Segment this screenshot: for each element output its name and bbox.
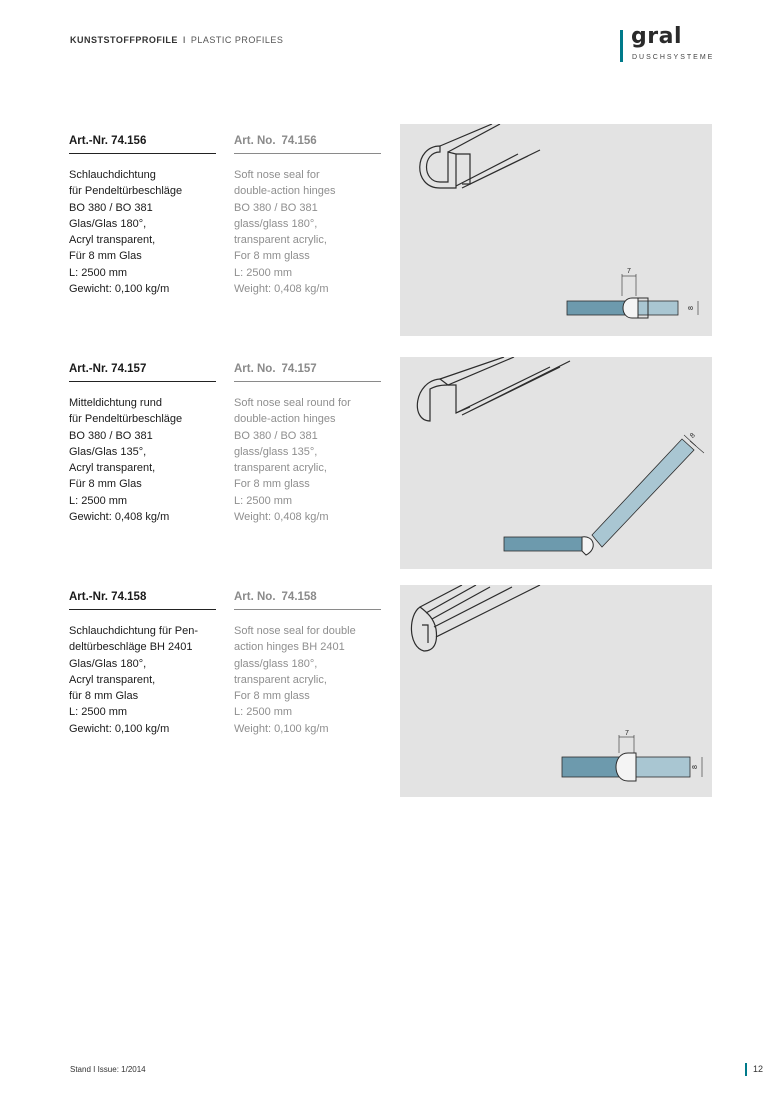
section-detail	[504, 432, 704, 555]
description-line: For 8 mm glass	[234, 690, 310, 703]
product-text-en	[234, 363, 381, 525]
description-line: deltürbeschläge BH 2401	[69, 641, 193, 654]
description-line: L: 2500 mm	[69, 706, 128, 719]
section-detail	[562, 730, 702, 781]
description-line: For 8 mm glass	[234, 250, 310, 263]
page-accent-bar	[745, 1063, 747, 1076]
description-line: BO 380 / BO 381	[234, 201, 318, 214]
description-line: Acryl transparent,	[69, 462, 156, 475]
description-line: BO 380 / BO 381	[234, 429, 318, 442]
description-line: double-action hinges	[234, 413, 336, 426]
description-line: For 8 mm glass	[234, 478, 310, 491]
article-num-en: 74.158	[281, 591, 317, 603]
description-line: action hinges BH 2401	[234, 641, 345, 654]
description-line: L: 2500 mm	[234, 266, 293, 279]
category-de: KUNSTSTOFFPROFILE	[70, 35, 178, 45]
article-label-en: Art. No.	[234, 591, 276, 603]
article-label-en: Art. No.	[234, 135, 276, 147]
seal-drawing	[400, 357, 712, 569]
description-line: Gewicht: 0,100 kg/m	[69, 283, 170, 296]
dimension-thickness: 8	[689, 432, 697, 440]
description-de	[69, 623, 216, 737]
seal-drawing	[400, 585, 712, 797]
article-number-en	[234, 591, 381, 610]
issue-date: Stand I Issue: 1/2014	[70, 1065, 146, 1074]
logo-accent-bar	[620, 30, 623, 62]
section-detail	[567, 268, 698, 318]
description-line: Mitteldichtung rund	[69, 397, 162, 409]
description-line: L: 2500 mm	[69, 494, 128, 507]
description-line: Soft nose seal for	[234, 169, 320, 181]
description-line: L: 2500 mm	[234, 494, 293, 507]
description-line: Soft nose seal round for	[234, 397, 351, 409]
description-line: Weight: 0,408 kg/m	[234, 511, 329, 524]
description-line: transparent acrylic,	[234, 234, 327, 247]
dimension-width: 7	[627, 268, 631, 275]
description-de	[69, 395, 216, 525]
product-figure	[400, 357, 712, 569]
product-text-de	[69, 135, 216, 297]
description-line: BO 380 / BO 381	[69, 201, 153, 214]
dimension-width: 7	[625, 730, 629, 737]
description-line: Für 8 mm Glas	[69, 478, 142, 491]
product-figure	[400, 124, 712, 336]
seal-drawing	[400, 124, 712, 336]
logo-subtitle: DUSCHSYSTEME	[632, 54, 715, 61]
product-figure	[400, 585, 712, 797]
description-line: Schlauchdichtung	[69, 169, 156, 181]
description-line: Gewicht: 0,408 kg/m	[69, 511, 170, 524]
description-line: Schlauchdichtung für Pen-	[69, 625, 199, 637]
page-number: 12	[753, 1064, 764, 1074]
description-de	[69, 167, 216, 297]
description-line: glass/glass 135°,	[234, 445, 318, 458]
article-number-de: Art.-Nr. 74.156	[69, 135, 216, 154]
header-separator: I	[182, 35, 186, 45]
product-text-en	[234, 135, 381, 297]
logo-wordmark: gral	[631, 24, 682, 49]
product-text-de	[69, 591, 216, 737]
article-number-de: Art.-Nr. 74.158	[69, 591, 216, 610]
description-line: Weight: 0,408 kg/m	[234, 283, 329, 296]
description-line: double-action hinges	[234, 185, 336, 198]
description-line: Acryl transparent,	[69, 234, 156, 247]
description-line: Acryl transparent,	[69, 673, 156, 686]
article-number-en	[234, 135, 381, 154]
description-line: für Pendeltürbeschläge	[69, 413, 183, 426]
dimension-thickness: 8	[692, 765, 699, 769]
description-line: Soft nose seal for double	[234, 625, 356, 637]
description-line: Weight: 0,100 kg/m	[234, 722, 329, 735]
running-header	[70, 35, 283, 45]
product-text-de	[69, 363, 216, 525]
dimension-thickness: 8	[688, 306, 695, 310]
description-line: BO 380 / BO 381	[69, 429, 153, 442]
description-line: glass/glass 180°,	[234, 217, 318, 230]
product-text-en	[234, 591, 381, 737]
gral-logo	[620, 26, 720, 66]
description-line: L: 2500 mm	[69, 266, 128, 279]
article-number-de: Art.-Nr. 74.157	[69, 363, 216, 382]
description-line: L: 2500 mm	[234, 706, 293, 719]
article-num-en: 74.156	[281, 135, 317, 147]
description-line: Für 8 mm Glas	[69, 250, 142, 263]
description-line: transparent acrylic,	[234, 462, 327, 475]
article-num-en: 74.157	[281, 363, 317, 375]
description-line: Glas/Glas 135°,	[69, 445, 147, 458]
article-number-en	[234, 363, 381, 382]
description-line: transparent acrylic,	[234, 673, 327, 686]
description-line: glass/glass 180°,	[234, 657, 318, 670]
description-line: Glas/Glas 180°,	[69, 217, 147, 230]
description-line: für 8 mm Glas	[69, 690, 139, 703]
description-line: Gewicht: 0,100 kg/m	[69, 722, 170, 735]
description-en	[234, 623, 381, 737]
description-en	[234, 167, 381, 297]
description-line: für Pendeltürbeschläge	[69, 185, 183, 198]
description-line: Glas/Glas 180°,	[69, 657, 147, 670]
description-en	[234, 395, 381, 525]
category-en: PLASTIC PROFILES	[190, 35, 284, 45]
article-label-en: Art. No.	[234, 363, 276, 375]
